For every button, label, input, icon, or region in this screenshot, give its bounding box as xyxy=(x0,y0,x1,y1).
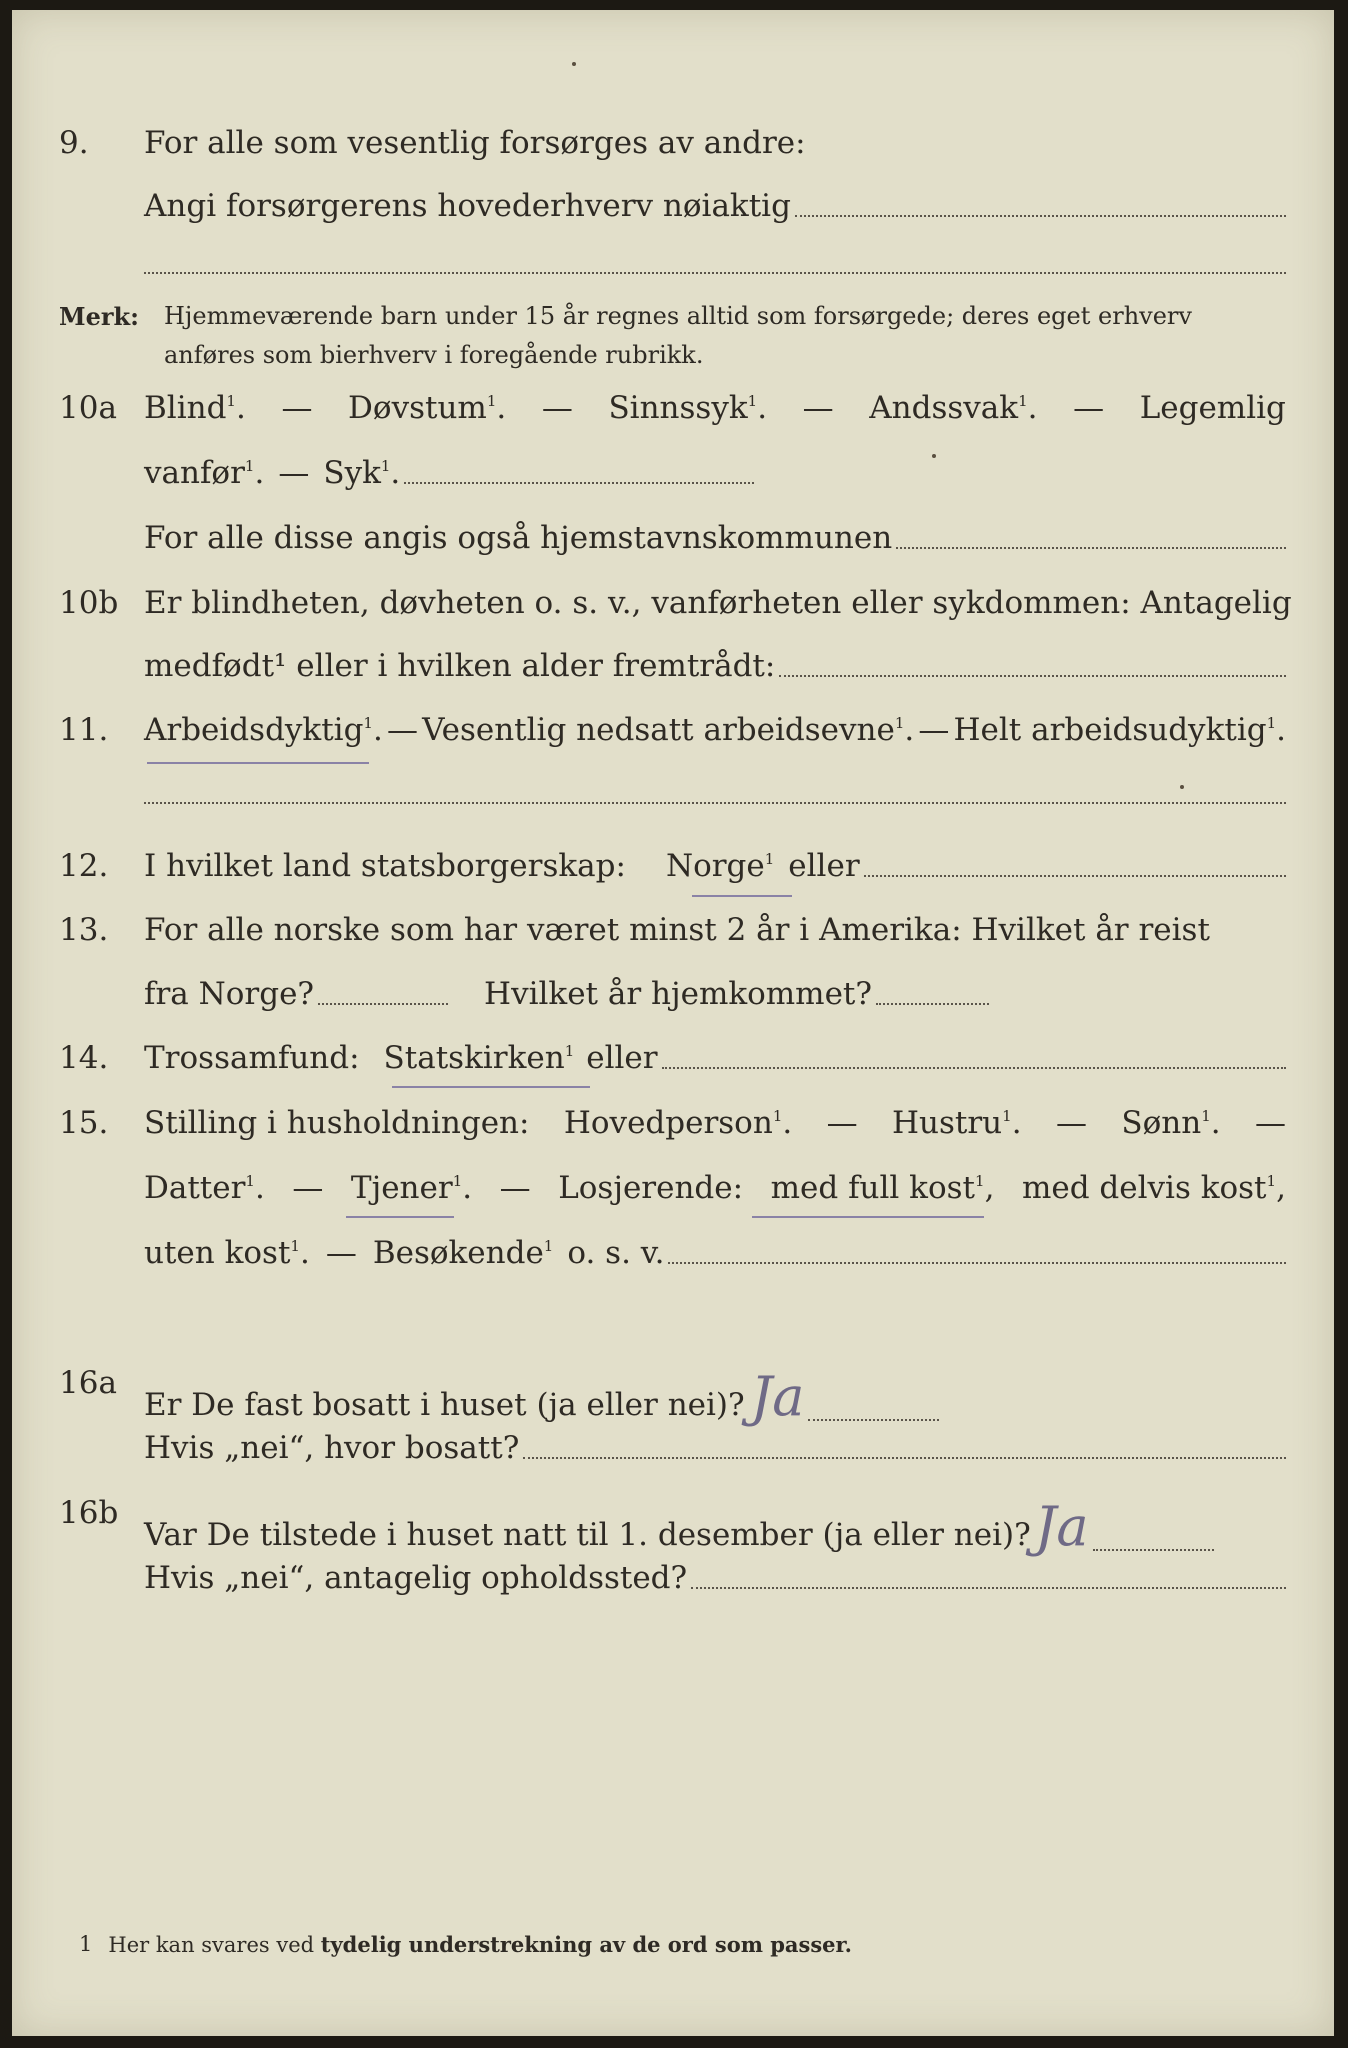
option-uten-kost[interactable]: uten kost$^1$. xyxy=(144,1235,310,1271)
dash: — xyxy=(918,712,950,748)
option-tjener[interactable]: Tjener$^1$. xyxy=(350,1170,473,1206)
q14-line xyxy=(144,1040,1286,1076)
dash: — xyxy=(278,455,310,491)
option-hustru[interactable]: Hustru$^1$. xyxy=(892,1105,1022,1141)
option-sinnssyk[interactable]: Sinnssyk$^1$. xyxy=(608,390,768,426)
q11-line xyxy=(144,712,1286,748)
census-form-page xyxy=(12,10,1334,2036)
underline-tjener xyxy=(346,1216,454,1218)
dash: — xyxy=(1055,1105,1087,1141)
option-norge[interactable]: Norge$^1$ xyxy=(665,848,775,884)
q14-number: 14. xyxy=(59,1040,109,1076)
footnote-mark: 1 xyxy=(79,1932,93,1956)
q16b-opholdssted-field[interactable] xyxy=(691,1587,1286,1589)
q16a-line2 xyxy=(144,1430,1286,1466)
dash: — xyxy=(499,1170,531,1206)
q13-line2 xyxy=(144,976,989,1012)
q14-question: Trossamfund: xyxy=(144,1040,360,1076)
underline-med-full-kost xyxy=(752,1216,984,1218)
q16b-line1 xyxy=(144,1495,1214,1558)
q15-answer-field[interactable] xyxy=(668,1262,1286,1264)
dash: — xyxy=(292,1170,324,1206)
q10b-line1: Er blindheten, døvheten o. s. v., vanførheten eller sykdommen: Antagelig xyxy=(144,585,1292,621)
q12-answer-field[interactable] xyxy=(864,875,1286,877)
option-med-full-kost[interactable]: med full kost$^1$, xyxy=(770,1170,995,1206)
option-dovstum[interactable]: Døvstum$^1$. xyxy=(348,390,507,426)
q10a-number: 10a xyxy=(59,390,117,426)
option-blind[interactable]: Blind$^1$. xyxy=(144,390,246,426)
q9-hovederhverv-label: Angi forsørgerens hovederhverv nøiaktig xyxy=(144,188,791,224)
q16a-bosatt-label: Hvis „nei“, hvor bosatt? xyxy=(144,1430,520,1466)
q9-extra-answer-line[interactable] xyxy=(144,272,1286,274)
q11-extra-answer-line[interactable] xyxy=(144,802,1286,804)
q14-answer-field[interactable] xyxy=(662,1067,1286,1069)
option-nedsatt[interactable]: Vesentlig nedsatt arbeidsevne$^1$. xyxy=(422,712,915,748)
q13-hjemkommet-label: Hvilket år hjemkommet? xyxy=(484,976,873,1012)
q9-number: 9. xyxy=(59,125,89,161)
footnote-text: Her kan svares ved tydelig understrekning av de ord som passer. xyxy=(108,1932,852,1957)
q9-question: For alle som vesentlig forsørges av andre: xyxy=(144,125,806,161)
underline-arbeidsdyktig xyxy=(147,762,369,764)
q12-line xyxy=(144,848,1286,884)
q16b-question: Var De tilstede i huset natt til 1. desember (ja eller nei)? xyxy=(144,1517,1031,1553)
q16b-opholdssted-label: Hvis „nei“, antagelig opholdssted? xyxy=(144,1560,688,1596)
q15-osv: o. s. v. xyxy=(567,1235,665,1271)
dash: — xyxy=(541,390,573,426)
dash: — xyxy=(1073,390,1105,426)
option-datter[interactable]: Datter$^1$. xyxy=(144,1170,265,1206)
q10a-syk-field[interactable] xyxy=(404,482,754,484)
q16b-handwritten-answer[interactable]: Ja xyxy=(1034,1495,1089,1558)
paper-speck xyxy=(1180,785,1184,789)
q10b-alder-label: medfødt¹ eller i hvilken alder fremtrådt: xyxy=(144,648,776,684)
dash: — xyxy=(1254,1105,1286,1141)
q10b-number: 10b xyxy=(59,585,119,621)
q16b-answer-field[interactable] xyxy=(1093,1549,1214,1551)
q15-line3 xyxy=(144,1235,1286,1271)
option-arbeidsdyktig[interactable]: Arbeidsdyktig$^1$. xyxy=(144,712,383,748)
hjemstavnskommune-label: For alle disse angis også hjemstavnskommunen xyxy=(144,520,893,556)
q15-line1 xyxy=(144,1105,1286,1141)
merk-label: Merk: xyxy=(59,302,139,331)
q15-question: Stilling i husholdningen: xyxy=(144,1105,530,1141)
merk-line1: Hjemmeværende barn under 15 år regnes alltid som forsørgede; deres eget erhverv xyxy=(164,302,1192,330)
option-andssvak[interactable]: Andssvak$^1$. xyxy=(869,390,1038,426)
option-sonn[interactable]: Sønn$^1$. xyxy=(1121,1105,1221,1141)
q12-number: 12. xyxy=(59,848,109,884)
option-statskirken[interactable]: Statskirken$^1$ xyxy=(383,1040,575,1076)
q13-number: 13. xyxy=(59,912,109,948)
q9-line1 xyxy=(144,125,1286,161)
q10a-line3 xyxy=(144,520,1286,556)
q13-reist-label: fra Norge? xyxy=(144,976,315,1012)
q12-question: I hvilket land statsborgerskap: xyxy=(144,848,626,884)
q16a-bosatt-field[interactable] xyxy=(523,1457,1286,1459)
option-legemlig[interactable]: Legemlig xyxy=(1139,390,1286,426)
q9-answer-field[interactable] xyxy=(795,215,1286,217)
q16a-line1 xyxy=(144,1365,939,1428)
merk-line2: anføres som bierhverv i foregående rubrikk. xyxy=(164,341,704,369)
option-syk[interactable]: Syk$^1$. xyxy=(323,455,401,491)
q16a-answer-field[interactable] xyxy=(808,1419,939,1421)
hjemstavnskommune-field[interactable] xyxy=(896,547,1286,549)
q9-line2 xyxy=(144,188,1286,224)
q13-hjemkommet-field[interactable] xyxy=(876,1003,989,1005)
dash: — xyxy=(386,712,418,748)
q15-losjerende-label: Losjerende: xyxy=(558,1170,744,1206)
paper-speck xyxy=(932,454,936,458)
q11-number: 11. xyxy=(59,712,109,748)
option-med-delvis-kost[interactable]: med delvis kost$^1$, xyxy=(1021,1170,1286,1206)
option-hovedperson[interactable]: Hovedperson$^1$. xyxy=(563,1105,793,1141)
q16a-number: 16a xyxy=(59,1365,117,1401)
option-besokende[interactable]: Besøkende$^1$ xyxy=(372,1235,554,1271)
option-vanfor[interactable]: vanfør$^1$. xyxy=(144,455,265,491)
q16b-number: 16b xyxy=(59,1495,119,1531)
q15-line2 xyxy=(144,1170,1286,1206)
underline-statskirken xyxy=(392,1086,590,1088)
q10a-line2 xyxy=(144,455,754,491)
q10b-answer-field[interactable] xyxy=(779,675,1286,677)
dash: — xyxy=(826,1105,858,1141)
q13-line1: For alle norske som har været minst 2 år i Amerika: Hvilket år reist xyxy=(144,912,1210,948)
q12-eller: eller xyxy=(788,848,860,884)
q10b-line2 xyxy=(144,648,1286,684)
q16b-line2 xyxy=(144,1560,1286,1596)
underline-norge xyxy=(692,895,792,897)
dash: — xyxy=(802,390,834,426)
paper-speck xyxy=(572,62,576,66)
dash: — xyxy=(281,390,313,426)
q13-reist-field[interactable] xyxy=(318,1003,448,1005)
footnote xyxy=(79,1932,852,1957)
q16a-question: Er De fast bosatt i huset (ja eller nei)? xyxy=(144,1387,745,1423)
q15-number: 15. xyxy=(59,1105,109,1141)
q14-eller: eller xyxy=(586,1040,658,1076)
option-arbeidsudyktig[interactable]: Helt arbeidsudyktig$^1$. xyxy=(953,712,1286,748)
dash: — xyxy=(325,1235,357,1271)
q16a-handwritten-answer[interactable]: Ja xyxy=(750,1365,805,1428)
q10a-line1 xyxy=(144,390,1286,426)
